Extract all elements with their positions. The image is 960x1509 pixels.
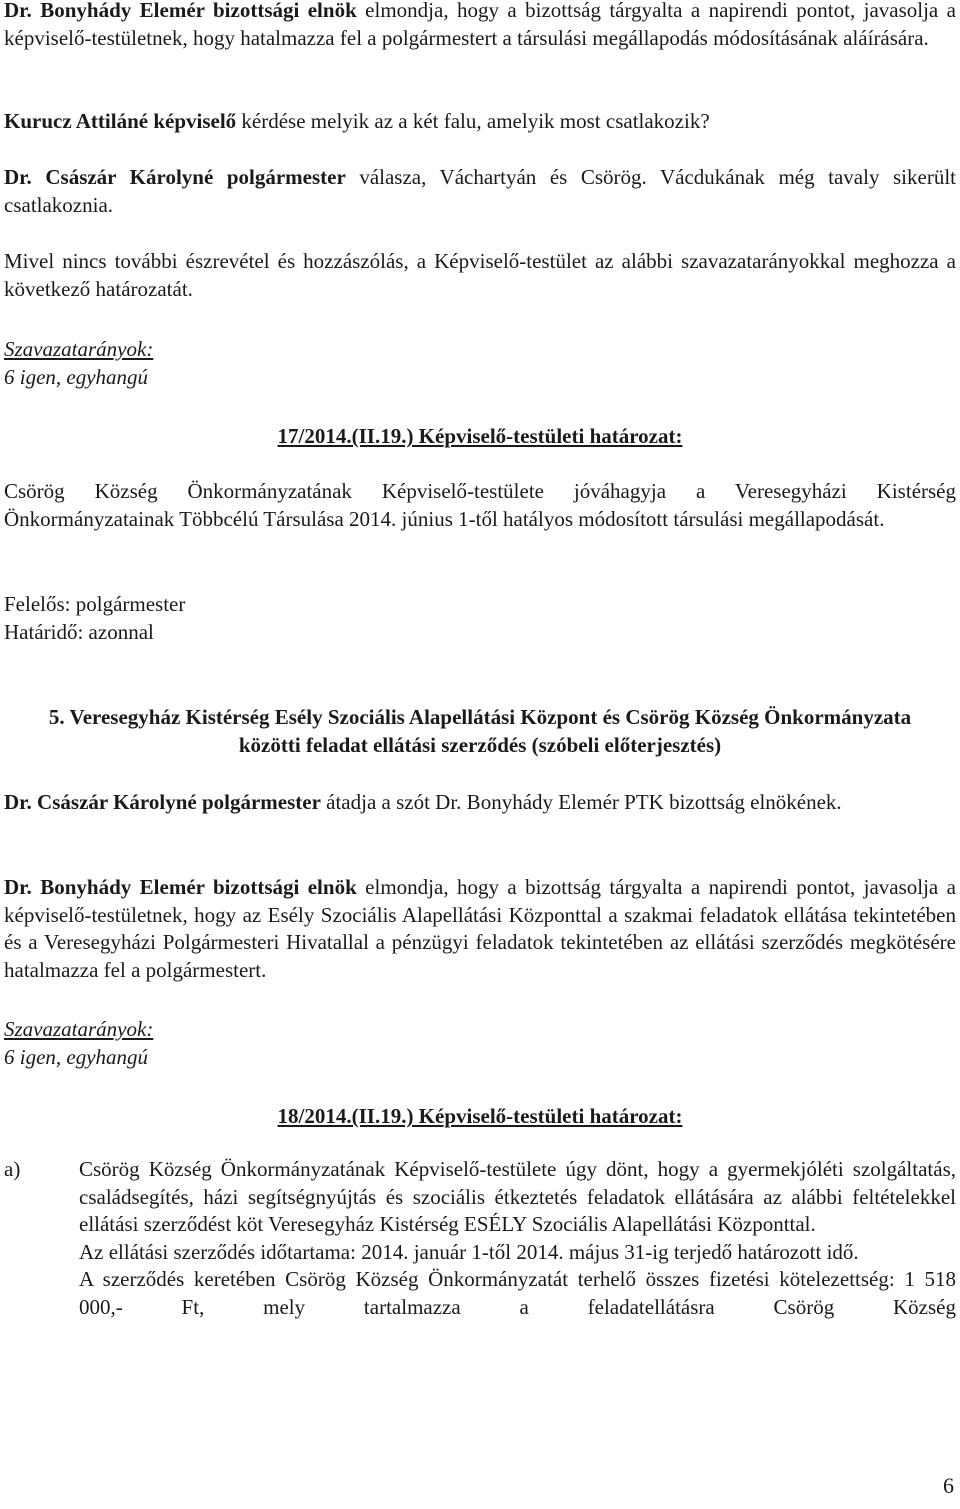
- speaker-name: Dr. Császár Károlyné polgármester: [4, 790, 321, 814]
- item-paragraph: Csörög Község Önkormányzatának Képviselő-testülete úgy dönt, hogy a gyermekjóléti szolgáltatás, családsegítés, házi segítségnyújtás és szociális étkeztetés feladatok ellátására az alábbi feltételekkel ellátási szerződést köt Veresegyház Kistérség ESÉLY Szociális Alapellátási Központtal.: [79, 1157, 956, 1236]
- vote-block-2: [4, 1016, 956, 1071]
- paragraph-mayor-answer: [4, 164, 956, 219]
- page-number: 6: [943, 1473, 954, 1498]
- paragraph-committee-chair-1: [4, 0, 956, 52]
- vote-value: 6 igen, egyhangú: [4, 1044, 149, 1069]
- vote-label: Szavazatarányok:: [4, 1017, 154, 1041]
- speaker-name: Dr. Bonyhády Elemér bizottsági elnök: [4, 875, 357, 899]
- speaker-name: Dr. Bonyhády Elemér bizottsági elnök: [4, 0, 357, 22]
- resolution-17-title: 17/2014.(II.19.) Képviselő-testületi határozat:: [277, 424, 683, 448]
- paragraph-text: kérdése melyik az a két falu, amelyik most csatlakozik?: [236, 109, 710, 133]
- item-body: [79, 1156, 956, 1321]
- item-label: a): [4, 1157, 21, 1181]
- paragraph-mayor-handover: [4, 789, 956, 817]
- resolution-18-title: 18/2014.(II.19.) Képviselő-testületi határozat:: [277, 1104, 683, 1128]
- resolution-17-deadline: Határidő: azonnal: [4, 620, 154, 644]
- paragraph-decision-intro: Mivel nincs további észrevétel és hozzászólás, a Képviselő-testület az alábbi szavazatarányokkal meghozza a következő határozatát.: [4, 249, 956, 301]
- agenda-item-5-title: 5. Veresegyház Kistérség Esély Szociális Alapellátási Központ és Csörög Község Önkormányzata közötti feladat ellátási szerződés (szóbeli előterjesztés): [48, 705, 912, 757]
- paragraph-text: elmondja, hogy a bizottság tárgyalta a napirendi pontot, javasolja a képviselő-testületnek, hogy az Esély Szociális Alapellátási Központtal a szakmai feladatok ellátása tekintetében és a Veresegyházi Polgármesteri Hivatallal a pénzügyi feladatok tekintetében az ellátási szerződés megkötésére hatalmazza fel a polgármestert.: [4, 875, 956, 982]
- resolution-17-responsible: Felelős: polgármester: [4, 592, 186, 616]
- speaker-name: Dr. Császár Károlyné polgármester: [4, 165, 346, 189]
- item-paragraph: A szerződés keretében Csörög Község Önkormányzatát terhelő összes fizetési kötelezettség: 1 518 000,- Ft, mely tartalmazza a feladatellátásra Csörög Község: [79, 1267, 956, 1319]
- paragraph-text: válasza, Váchartyán és Csörög. Vácdukának még tavaly sikerült csatlakoznia.: [4, 165, 956, 217]
- resolution-17-text: Csörög Község Önkormányzatának Képviselő-testülete jóváhagyja a Veresegyházi Kistérség Önkormányzatainak Többcélú Társulása 2014. június 1-től hatályos módosított társulási megállapodását.: [4, 479, 956, 531]
- paragraph-text: átadja a szót Dr. Bonyhády Elemér PTK bizottság elnökének.: [320, 790, 842, 814]
- speaker-name: Kurucz Attiláné képviselő: [4, 109, 237, 133]
- vote-label: Szavazatarányok:: [4, 337, 154, 361]
- item-paragraph: Az ellátási szerződés időtartama: 2014. január 1-től 2014. május 31-ig terjedő határozott idő.: [79, 1239, 859, 1264]
- paragraph-question: [4, 108, 956, 136]
- vote-value: 6 igen, egyhangú: [4, 364, 149, 389]
- vote-block-1: [4, 336, 956, 391]
- paragraph-text: elmondja, hogy a bizottság tárgyalta a napirendi pontot, javasolja a képviselő-testületnek, hogy hatalmazza fel a polgármestert a társulási megállapodás módosításának aláírására.: [4, 0, 956, 50]
- paragraph-committee-chair-2: [4, 874, 956, 984]
